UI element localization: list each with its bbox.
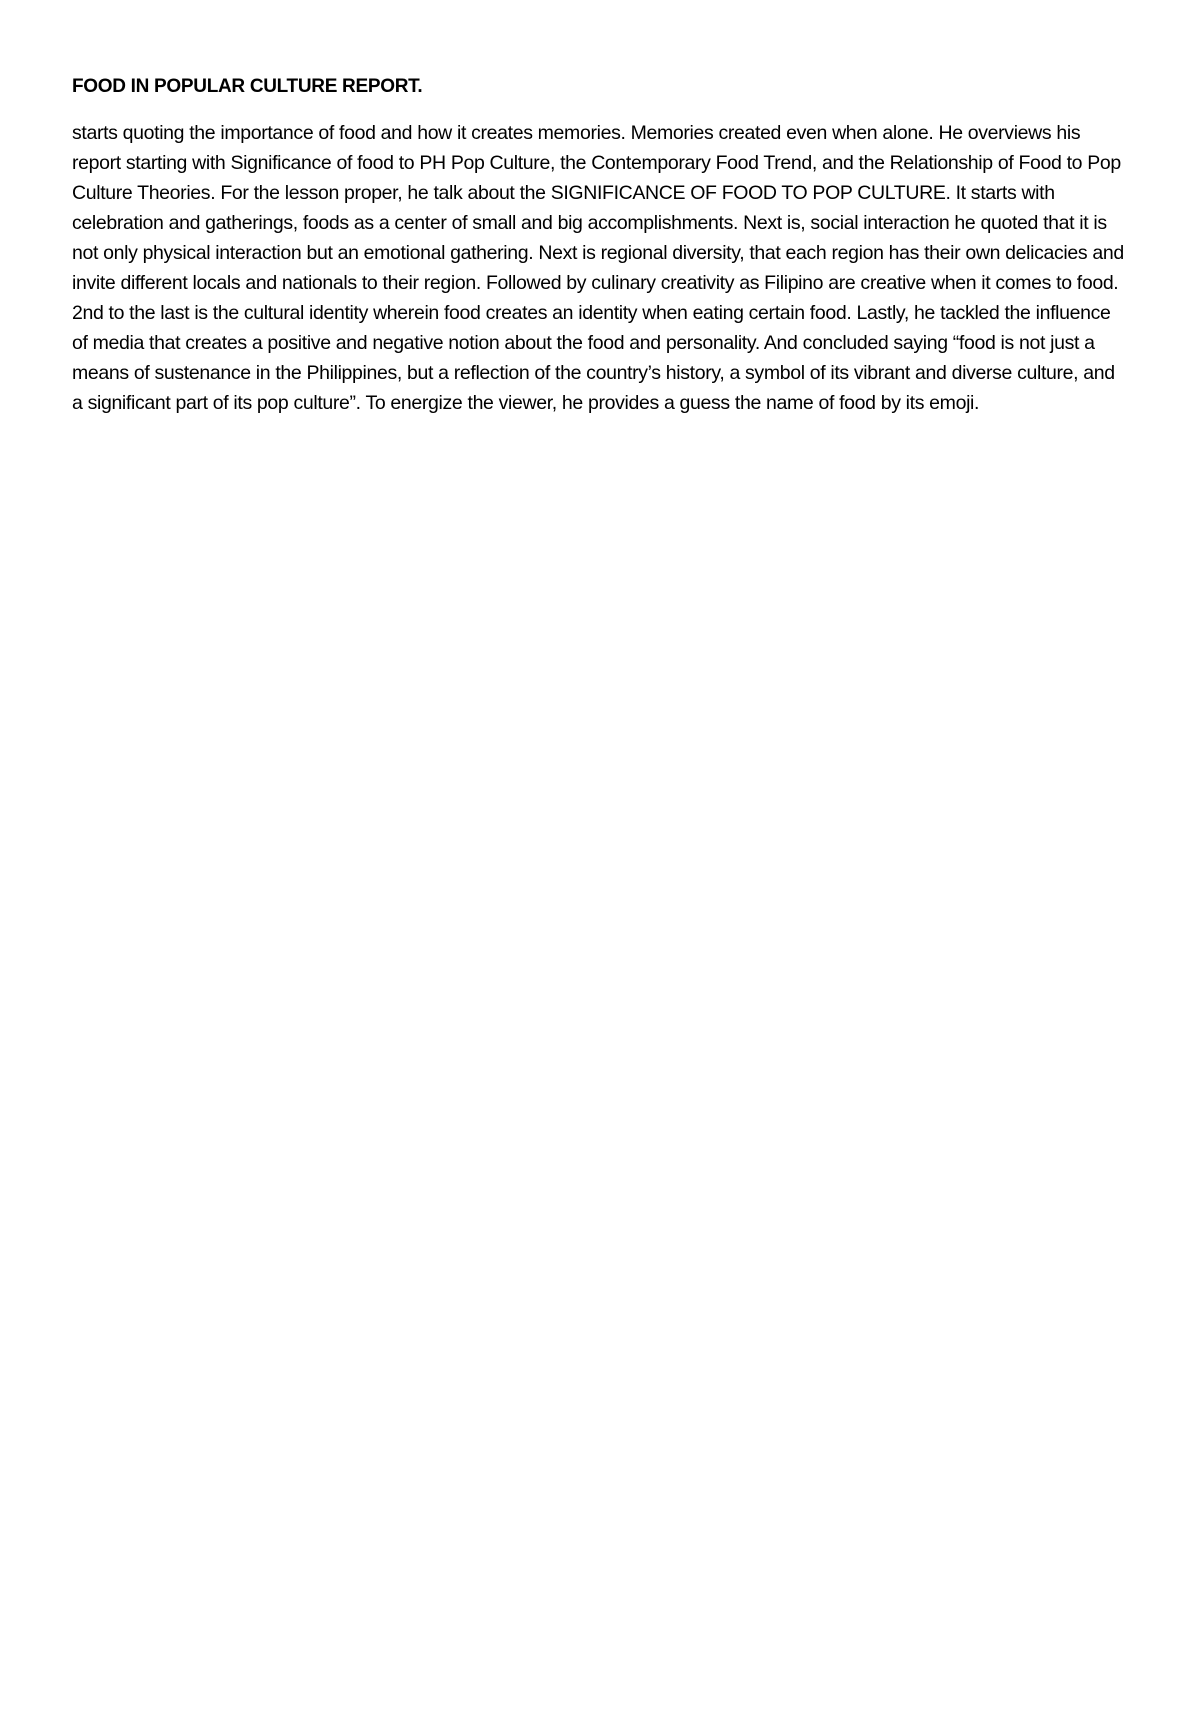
- report-paragraph: starts quoting the importance of food and how it creates memories. Memories created even when alone. He overviews his report starting with Significance of food to PH Pop Culture, the Contemporary Food Trend, and the Relationship of Food to Pop Culture Theories. For the lesson proper, he talk about the SIGNIFICANCE OF FOOD TO POP CULTURE. It starts with celebration and gatherings, foods as a center of small and big accomplishments. Next is, social interaction he quoted that it is not only physical interaction but an emotional gathering. Next is regional diversity, that each region has their own delicacies and invite different locals and nationals to their region. Followed by culinary creativity as Filipino are creative when it comes to food. 2nd to the last is the cultural identity wherein food creates an identity when eating certain food. Lastly, he tackled the influence of media that creates a positive and negative notion about the food and personality. And concluded saying “food is not just a means of sustenance in the Philippines, but a reflection of the country’s history, a symbol of its vibrant and diverse culture, and a significant part of its pop culture”. To energize the viewer, he provides a guess the name of food by its emoji.: [72, 122, 1124, 414]
- document-content: [72, 72, 1124, 418]
- document-title: FOOD IN POPULAR CULTURE REPORT.: [72, 76, 423, 97]
